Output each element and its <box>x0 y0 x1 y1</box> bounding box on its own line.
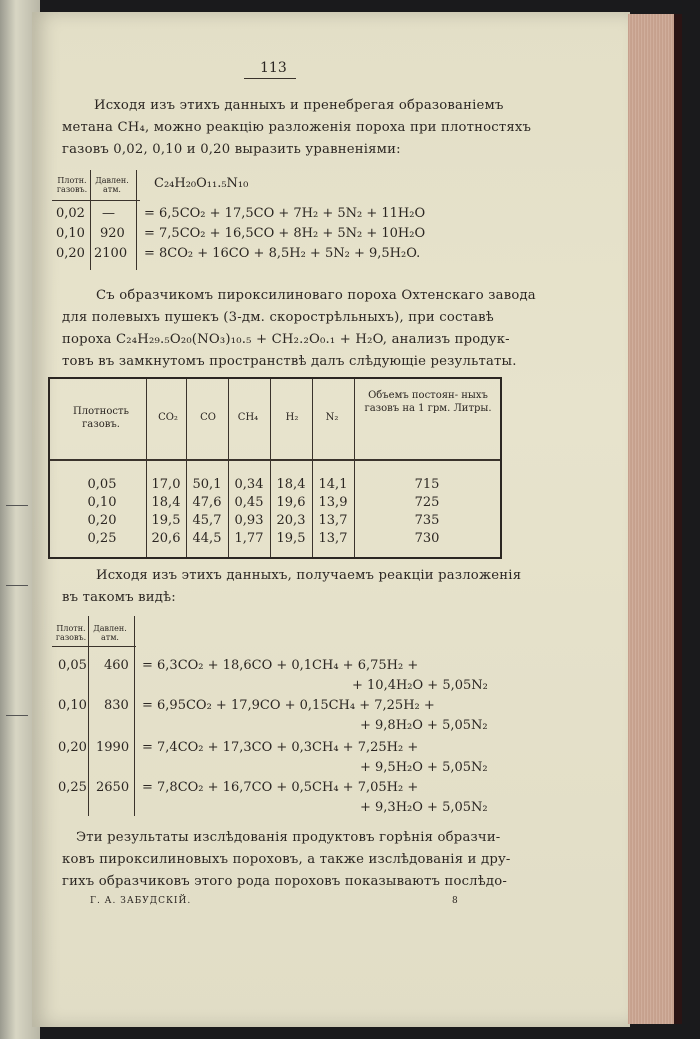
t3-equation-line1: = 7,4CO₂ + 17,3CO + 0,3CH₄ + 7,25H₂ + <box>142 740 419 755</box>
t3-density: 0,20 <box>58 740 87 755</box>
t2-cell: 13,9 <box>318 495 348 510</box>
para2-line-3: пороха C₂₄H₂₉.₅O₂₀(NO₃)₁₀.₅ + CH₂.₂O₀.₁ + H₂O, анализъ продук- <box>62 332 510 347</box>
t1-equation: = 6,5CO₂ + 17,5CO + 7H₂ + 5N₂ + 11H₂O <box>144 206 426 221</box>
para2-line-4: товъ въ замкнутомъ пространствѣ далъ слѣдующіе результаты. <box>62 354 517 369</box>
t3-equation-line2: + 10,4H₂O + 5,05N₂ <box>352 678 488 693</box>
t2-cell: 0,05 <box>87 477 117 492</box>
t2-cell: 18,4 <box>276 477 306 492</box>
t2-cell: 1,77 <box>234 531 264 546</box>
t2-header-co2: CO₂ <box>158 412 178 423</box>
para3-line-1: Исходя изъ этихъ данныхъ, получаемъ реакціи разложенія <box>96 568 522 583</box>
para2-line-1: Съ образчикомъ пироксилиноваго пороха Охтенскаго завода <box>96 288 536 303</box>
t3-density: 0,05 <box>58 658 87 673</box>
t2-cell: 17,0 <box>151 477 181 492</box>
t1-head-density: Плотн. газовъ. <box>56 176 88 194</box>
t2-cell: 19,5 <box>276 531 306 546</box>
t1-equation: = 7,5CO₂ + 16,5CO + 8H₂ + 5N₂ + 10H₂O <box>144 226 426 241</box>
t3-equation-line2: + 9,8H₂O + 5,05N₂ <box>360 718 488 733</box>
gas-analysis-table <box>48 377 502 559</box>
t2-cell: 725 <box>414 495 440 510</box>
t3-equation-line1: = 6,3CO₂ + 18,6CO + 0,1CH₄ + 6,75H₂ + <box>142 658 419 673</box>
intro-line-1: Исходя изъ этихъ данныхъ и пренебрегая образованіемъ <box>94 98 504 113</box>
t2-header-ch4: CH₄ <box>237 412 259 423</box>
t1-equation: = 8CO₂ + 16CO + 8,5H₂ + 5N₂ + 9,5H₂O. <box>144 246 421 261</box>
t2-cell: 20,6 <box>151 531 181 546</box>
t3-pressure: 2650 <box>96 780 130 795</box>
t2-cell: 0,25 <box>87 531 117 546</box>
t2-head-rule <box>50 459 500 461</box>
para4-line-1: Эти результаты изслѣдованія продуктовъ горѣнія образчи- <box>76 830 501 845</box>
t2-cell: 0,20 <box>87 513 117 528</box>
page-number: 113 <box>260 60 287 76</box>
t2-cell: 47,6 <box>192 495 222 510</box>
t1-col-rule <box>90 170 91 270</box>
t2-cell: 715 <box>414 477 440 492</box>
t3-density: 0,10 <box>58 698 87 713</box>
t3-head-density: Плотн. газовъ. <box>55 624 87 642</box>
t3-equation-line1: = 6,95CO₂ + 17,9CO + 0,15CH₄ + 7,25H₂ + <box>142 698 435 713</box>
t2-cell: 14,1 <box>318 477 348 492</box>
t2-cell: 0,34 <box>234 477 264 492</box>
t2-header-density: Плотность газовъ. <box>73 406 129 430</box>
t2-cell: 45,7 <box>192 513 222 528</box>
t2-cell: 0,10 <box>87 495 117 510</box>
t2-cell: 730 <box>414 531 440 546</box>
t1-pressure: 2100 <box>94 246 128 261</box>
t2-cell: 50,1 <box>192 477 222 492</box>
t1-density: 0,20 <box>56 246 85 261</box>
t1-formula: C₂₄H₂₀O₁₁.₅N₁₀ <box>154 176 249 191</box>
t3-equation-line1: = 7,8CO₂ + 16,7CO + 0,5CH₄ + 7,05H₂ + <box>142 780 419 795</box>
t2-header-volume: Объемъ постоян- ныхъ газовъ на 1 грм. Литры. <box>364 390 492 414</box>
para3-line-2: въ такомъ видѣ: <box>62 590 176 605</box>
t2-header-co: CO <box>200 412 216 423</box>
t3-pressure: 460 <box>104 658 129 673</box>
t2-cell: 20,3 <box>276 513 306 528</box>
t2-cell: 44,5 <box>192 531 222 546</box>
t1-pressure: — <box>102 206 115 221</box>
t2-cell: 735 <box>414 513 440 528</box>
t2-cell: 19,6 <box>276 495 306 510</box>
t2-header-h2: H₂ <box>285 412 299 423</box>
t2-cell: 13,7 <box>318 513 348 528</box>
t3-head-rule <box>52 646 136 647</box>
para4-line-3: гихъ образчиковъ этого рода пороховъ показываютъ послѣдо- <box>62 874 508 889</box>
footer-author: Г. А. ЗАБУДСКІЙ. <box>90 896 192 906</box>
para2-line-2: для полевыхъ пушекъ (3-дм. скорострѣльныхъ), при составѣ <box>62 310 494 325</box>
t3-density: 0,25 <box>58 780 87 795</box>
t1-density: 0,10 <box>56 226 85 241</box>
t3-equation-line2: + 9,3H₂O + 5,05N₂ <box>360 800 488 815</box>
t2-cell: 19,5 <box>151 513 181 528</box>
para4-line-2: ковъ пироксилиновыхъ пороховъ, а также изслѣдованія и дру- <box>62 852 511 867</box>
page-number-rule <box>244 78 296 79</box>
t2-cell: 18,4 <box>151 495 181 510</box>
t2-cell: 13,7 <box>318 531 348 546</box>
t3-pressure: 830 <box>104 698 129 713</box>
t3-pressure: 1990 <box>96 740 130 755</box>
page-edges <box>628 14 674 1024</box>
t2-cell: 0,93 <box>234 513 264 528</box>
intro-line-2: метана CH₄, можно реакцію разложенія пороха при плотностяхъ <box>62 120 532 135</box>
t3-head-pressure: Давлен. атм. <box>93 624 127 642</box>
t1-density: 0,02 <box>56 206 85 221</box>
t1-col-rule <box>136 170 137 270</box>
intro-line-3: газовъ 0,02, 0,10 и 0,20 выразить уравненіями: <box>62 142 401 157</box>
footer-signature-mark: 8 <box>452 896 459 906</box>
t1-head-pressure: Давлен. атм. <box>95 176 129 194</box>
t3-col-rule <box>134 616 135 816</box>
t3-col-rule <box>88 616 89 816</box>
t2-cell: 0,45 <box>234 495 264 510</box>
t3-equation-line2: + 9,5H₂O + 5,05N₂ <box>360 760 488 775</box>
t2-header-n2: N₂ <box>325 412 339 423</box>
t1-pressure: 920 <box>100 226 125 241</box>
t1-head-rule <box>52 200 140 201</box>
